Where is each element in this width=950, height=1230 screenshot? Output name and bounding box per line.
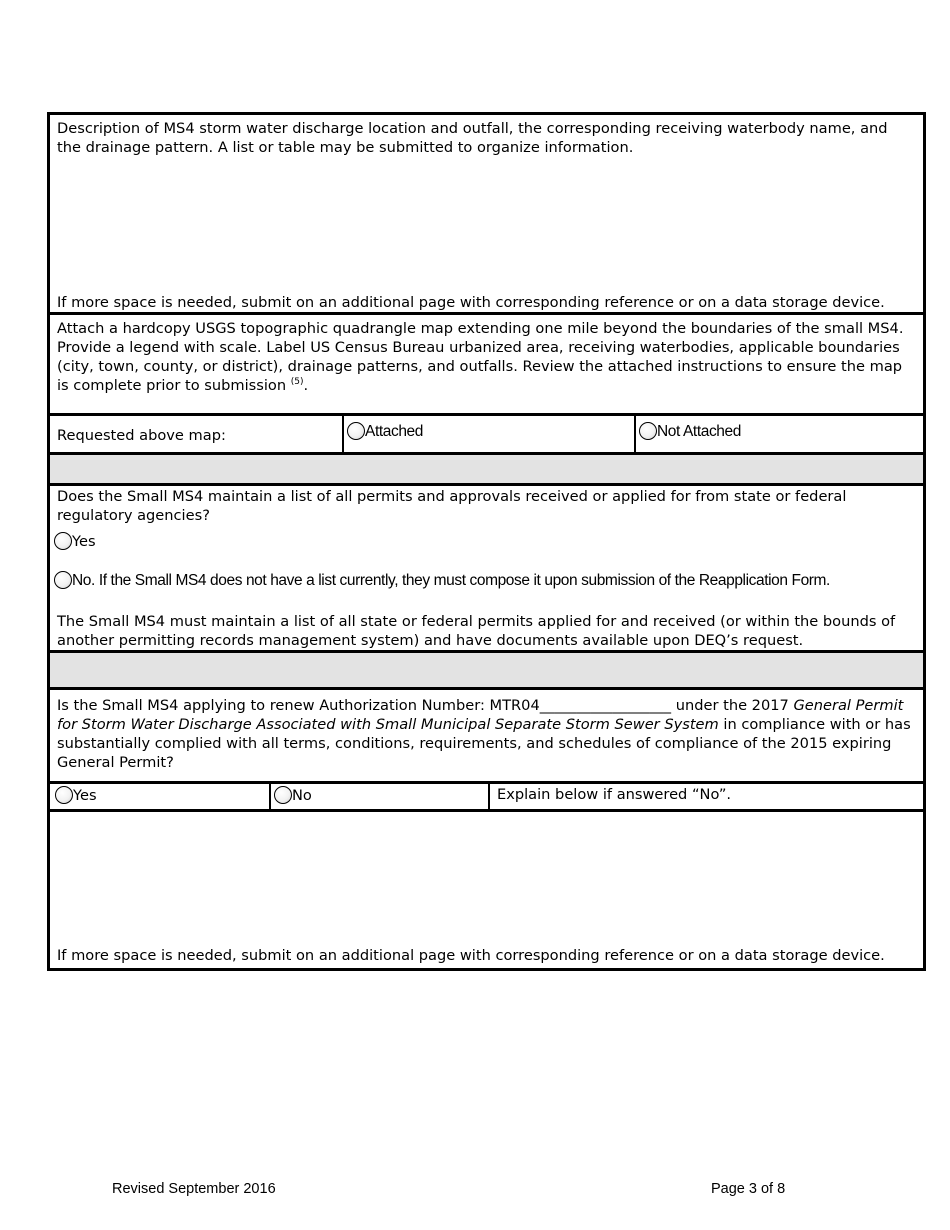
permits-question: Does the Small MS4 maintain a list of all permits and approvals received or applied for from state or federal regulatory agencies? — [57, 488, 847, 524]
renew-question-part3: in compliance with or has substantially complied with all terms, conditions, requirements, and schedules of compliance of the 2015 expiring General Permit? — [57, 716, 911, 771]
map-instructions-end: . — [303, 377, 309, 394]
renew-question-part2: under the 2017 — [671, 697, 794, 714]
attached-option[interactable] — [347, 422, 423, 441]
renew-more-space-note: If more space is needed, submit on an additional page with corresponding reference or on a data storage device. — [57, 947, 885, 964]
renew-explanation-box[interactable] — [47, 812, 926, 971]
renew-yes-radio[interactable] — [55, 786, 73, 804]
renew-yes-cell[interactable] — [50, 784, 269, 809]
renew-question — [57, 696, 916, 772]
not-attached-cell[interactable] — [634, 416, 923, 452]
section-separator — [47, 455, 926, 486]
permits-no-option[interactable] — [54, 571, 830, 590]
outfall-description-box[interactable] — [47, 112, 926, 314]
footer-page-number: Page 3 of 8 — [711, 1181, 786, 1197]
outfall-description-text: Description of MS4 storm water discharge location and outfall, the corresponding receiving waterbody name, and the drainage pattern. A list or table may be submitted to organize information. — [57, 120, 888, 156]
renew-no-radio[interactable] — [274, 786, 292, 804]
renew-question-part1: Is the Small MS4 applying to renew Authorization Number: MTR04 — [57, 697, 540, 714]
permits-no-radio[interactable] — [54, 571, 72, 589]
not-attached-label: Not Attached — [657, 423, 741, 440]
permits-yes-label: Yes — [72, 533, 96, 550]
attached-cell[interactable] — [342, 416, 634, 452]
map-instructions-box — [47, 312, 926, 416]
renew-yes-label: Yes — [73, 787, 97, 804]
permits-requirement: The Small MS4 must maintain a list of all state or federal permits applied for and received (or within the bounds of another permitting records management system) and have documents available upon DEQ’s request. — [57, 613, 896, 649]
renew-answer-row — [47, 784, 926, 812]
renew-yes-option[interactable] — [55, 786, 97, 805]
not-attached-radio[interactable] — [639, 422, 657, 440]
renew-explain-label: Explain below if answered “No”. — [497, 786, 732, 803]
attached-label: Attached — [365, 423, 423, 440]
map-requested-row — [47, 416, 926, 455]
outfall-more-space-note: If more space is needed, submit on an additional page with corresponding reference or on a data storage device. — [57, 294, 885, 311]
permits-yes-radio[interactable] — [54, 532, 72, 550]
permits-list-box — [47, 486, 926, 653]
requested-map-label: Requested above map: — [57, 427, 226, 444]
section-separator — [47, 653, 926, 690]
footnote-marker: (5) — [290, 377, 304, 387]
renew-question-box — [47, 690, 926, 784]
requested-map-label-cell — [50, 416, 342, 452]
renew-explain-cell — [488, 784, 923, 809]
permits-no-label: No. If the Small MS4 does not have a list currently, they must compose it upon submission of the Reapplication Form. — [72, 572, 830, 589]
map-instructions-text — [57, 319, 916, 395]
authorization-number-blank[interactable]: __________________ — [539, 697, 672, 714]
renew-no-option[interactable] — [274, 786, 312, 805]
renew-no-cell[interactable] — [269, 784, 488, 809]
general-permit-title: General Permit for Storm Water Discharge Associated with Small Municipal Separate Storm Sewer System — [57, 697, 904, 733]
renew-no-label: No — [292, 787, 312, 804]
map-instructions-body: Attach a hardcopy USGS topographic quadrangle map extending one mile beyond the boundaries of the small MS4. Provide a legend with scale. Label US Census Bureau urbanized area, receiving waterbodies, applicable boundaries (city, town, county, or district), drainage patterns, and outfalls. Review the attached instructions to ensure the map is complete prior to submission — [57, 320, 904, 394]
not-attached-option[interactable] — [639, 422, 741, 441]
footer-revised: Revised September 2016 — [112, 1181, 276, 1197]
permits-yes-option[interactable] — [54, 532, 96, 551]
attached-radio[interactable] — [347, 422, 365, 440]
